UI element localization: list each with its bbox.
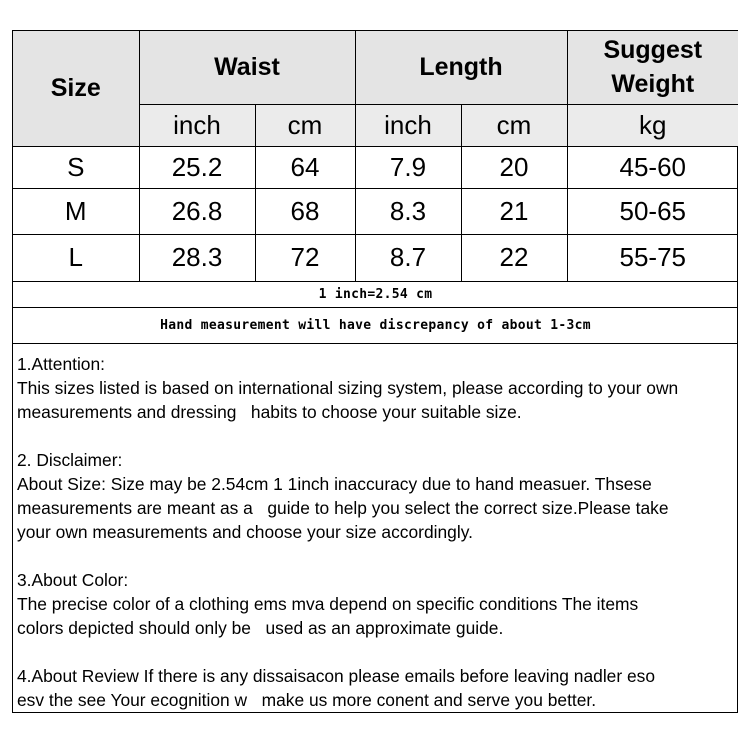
weight-cell: 45-60 — [567, 146, 738, 188]
waist-cm-cell: 64 — [255, 146, 355, 188]
note-line: colors depicted should only be used as an approximate guide. — [17, 617, 504, 638]
note-title: 3.About Color: — [17, 569, 129, 590]
color-note — [17, 568, 733, 640]
notes-section — [13, 344, 737, 712]
length-inch-cell: 7.9 — [355, 146, 461, 188]
weight-header-line2: Weight — [611, 70, 695, 99]
weight-cell: 50-65 — [567, 188, 738, 234]
table-header-row — [13, 31, 738, 104]
length-inch-cell: 8.3 — [355, 188, 461, 234]
weight-header — [567, 31, 738, 104]
note-line: This sizes listed is based on international sizing system, please according to your own — [17, 377, 679, 398]
note-line: measurements are meant as a guide to help you select the correct size.Please take — [17, 497, 669, 518]
disclaimer-note — [17, 448, 733, 544]
note-title: 2. Disclaimer: — [17, 449, 123, 470]
attention-note — [17, 352, 733, 424]
discrepancy-note: Hand measurement will have discrepancy of about 1-3cm — [13, 307, 738, 343]
unit-weight-kg: kg — [567, 104, 738, 146]
discrepancy-row — [13, 307, 738, 343]
note-line: your own measurements and choose your size accordingly. — [17, 521, 473, 542]
note-title: 4.About Review If there is any dissaisacon please emails before leaving nadler eso — [17, 665, 656, 686]
waist-cm-cell: 72 — [255, 234, 355, 281]
length-header: Length — [355, 31, 567, 104]
weight-cell: 55-75 — [567, 234, 738, 281]
unit-waist-cm: cm — [255, 104, 355, 146]
note-title: 1.Attention: — [17, 353, 105, 374]
weight-header-line1: Suggest — [603, 36, 703, 65]
review-note — [17, 664, 733, 712]
length-inch-cell: 8.7 — [355, 234, 461, 281]
table-row — [13, 146, 738, 188]
length-cm-cell: 21 — [461, 188, 567, 234]
note-line: esv the see Your ecognition w make us more conent and serve you better. — [17, 689, 597, 710]
size-header: Size — [13, 31, 139, 146]
size-cell: M — [13, 188, 139, 234]
unit-length-inch: inch — [355, 104, 461, 146]
size-table — [13, 31, 738, 344]
waist-cm-cell: 68 — [255, 188, 355, 234]
unit-length-cm: cm — [461, 104, 567, 146]
length-cm-cell: 20 — [461, 146, 567, 188]
size-cell: L — [13, 234, 139, 281]
note-line: measurements and dressing habits to choose your suitable size. — [17, 401, 522, 422]
waist-inch-cell: 25.2 — [139, 146, 255, 188]
note-line: The precise color of a clothing ems mva depend on specific conditions The items — [17, 593, 639, 614]
size-cell: S — [13, 146, 139, 188]
table-row — [13, 188, 738, 234]
conversion-note: 1 inch=2.54 cm — [13, 281, 738, 307]
waist-inch-cell: 28.3 — [139, 234, 255, 281]
conversion-row — [13, 281, 738, 307]
waist-header: Waist — [139, 31, 355, 104]
note-line: About Size: Size may be 2.54cm 1 1inch inaccuracy due to hand measuer. Thsese — [17, 473, 652, 494]
table-row — [13, 234, 738, 281]
waist-inch-cell: 26.8 — [139, 188, 255, 234]
unit-waist-inch: inch — [139, 104, 255, 146]
size-chart-sheet — [12, 30, 738, 713]
length-cm-cell: 22 — [461, 234, 567, 281]
